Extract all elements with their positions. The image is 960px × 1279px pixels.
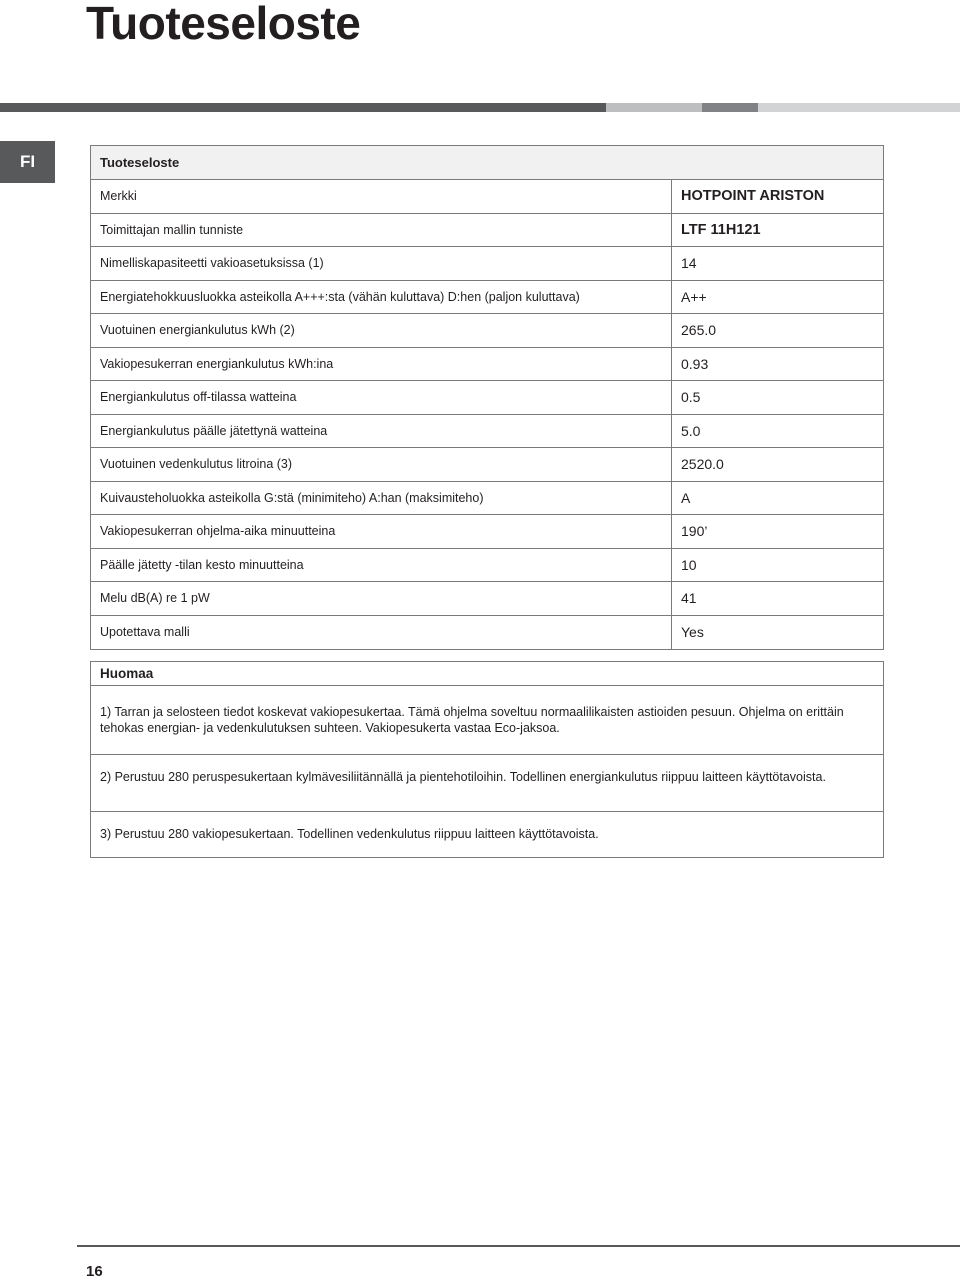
- row-label: Toimittajan mallin tunniste: [100, 222, 244, 237]
- row-value: HOTPOINT ARISTON: [671, 180, 883, 213]
- row-label: Melu dB(A) re 1 pW: [100, 591, 210, 606]
- row-value: 14: [671, 247, 883, 280]
- row-label: Upotettava malli: [100, 625, 190, 640]
- row-value: A: [671, 482, 883, 515]
- table-row: [91, 314, 883, 348]
- row-label: Energiankulutus päälle jätettynä watteina: [100, 423, 328, 438]
- row-value: A++: [671, 281, 883, 314]
- row-value: 5.0: [671, 415, 883, 448]
- table-title: Tuoteseloste: [91, 146, 883, 180]
- row-label: Päälle jätetty -tilan kesto minuutteina: [100, 557, 304, 572]
- row-value: 41: [671, 582, 883, 615]
- table-row: [91, 582, 883, 616]
- note-item: 3) Perustuu 280 vakiopesukertaan. Todellinen vedenkulutus riippuu laitteen käyttötavoista.: [100, 827, 599, 841]
- row-value: 190’: [671, 515, 883, 548]
- row-value: Yes: [671, 616, 883, 650]
- table-row: [91, 616, 883, 650]
- row-value: 0.93: [671, 348, 883, 381]
- row-label: Vakiopesukerran ohjelma-aika minuutteina: [100, 524, 336, 539]
- product-fiche-table: [90, 145, 884, 650]
- table-row: [91, 515, 883, 549]
- table-row: [91, 348, 883, 382]
- table-row: [91, 448, 883, 482]
- table-row: [91, 180, 883, 214]
- page-number: 16: [86, 1263, 103, 1279]
- language-tab: FI: [0, 141, 55, 183]
- row-value: LTF 11H121: [671, 214, 883, 247]
- notes-table: [90, 661, 884, 858]
- row-label: Vuotuinen vedenkulutus litroina (3): [100, 457, 293, 472]
- header-divider-segment: [606, 103, 702, 112]
- row-label: Vuotuinen energiankulutus kWh (2): [100, 323, 295, 338]
- table-body: [91, 180, 883, 649]
- page-title: Tuoteseloste: [86, 0, 361, 49]
- row-label: Kuivausteholuokka asteikolla G:stä (minimiteho) A:han (maksimiteho): [100, 490, 484, 505]
- footer-divider: [77, 1245, 960, 1247]
- table-row: [91, 549, 883, 583]
- row-label: Merkki: [100, 189, 137, 204]
- row-label: Energiatehokkuusluokka asteikolla A+++:sta (vähän kuluttava) D:hen (paljon kuluttava): [100, 289, 580, 304]
- notes-title: Huomaa: [91, 662, 883, 686]
- header-divider-segment: [702, 103, 758, 112]
- row-label: Energiankulutus off-tilassa watteina: [100, 390, 297, 405]
- row-value: 2520.0: [671, 448, 883, 481]
- note-item: 1) Tarran ja selosteen tiedot koskevat vakiopesukertaa. Tämä ohjelma soveltuu normaalilikaisten astioiden pesuun. Ohjelma on erittäin tehokas energian- ja vedenkulutuksen suhteen. Vakiopesukerta vastaa Eco-jaksoa.: [91, 686, 883, 755]
- row-value: 265.0: [671, 314, 883, 347]
- table-row: [91, 281, 883, 315]
- table-row: [91, 482, 883, 516]
- table-row: [91, 214, 883, 248]
- table-row: [91, 381, 883, 415]
- row-label: Nimelliskapasiteetti vakioasetuksissa (1): [100, 256, 324, 271]
- note-item: 2) Perustuu 280 peruspesukertaan kylmävesiliitännällä ja pientehotiloihin. Todellinen energiankulutus riippuu laitteen käyttötavoista.: [91, 755, 883, 812]
- header-divider-segment: [758, 103, 960, 112]
- table-row: [91, 415, 883, 449]
- table-row: [91, 247, 883, 281]
- row-label: Vakiopesukerran energiankulutus kWh:ina: [100, 356, 334, 371]
- row-value: 0.5: [671, 381, 883, 414]
- header-divider-segment: [0, 103, 606, 112]
- row-value: 10: [671, 549, 883, 582]
